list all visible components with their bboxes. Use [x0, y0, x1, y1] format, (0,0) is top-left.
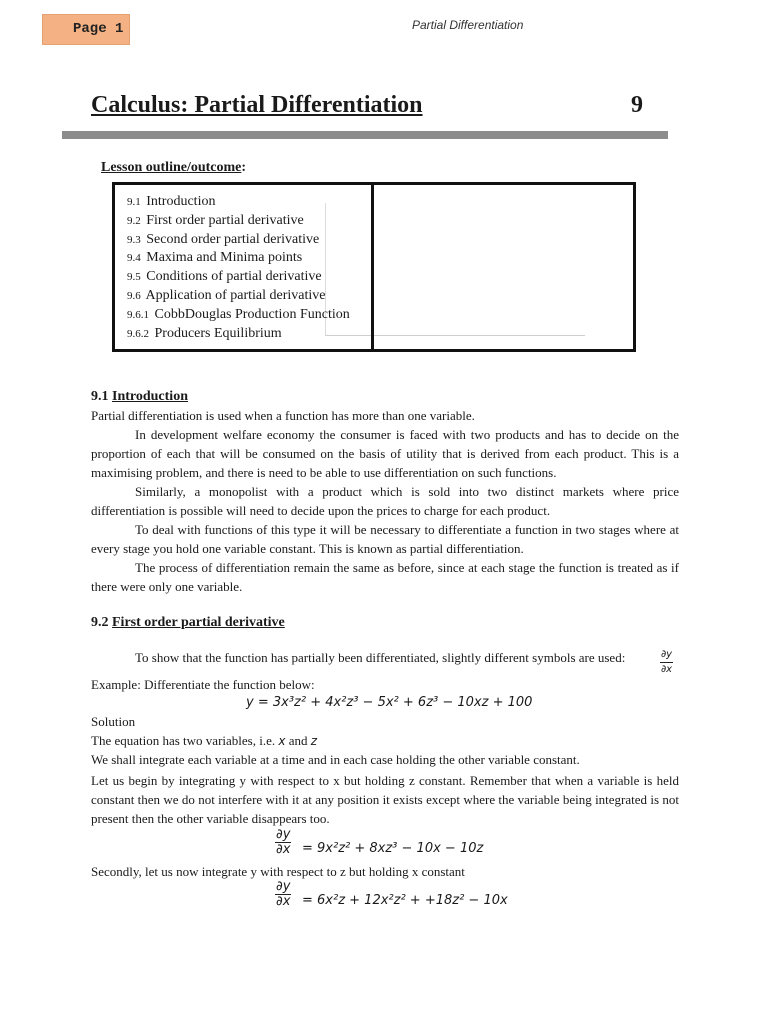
outline-item-number: 9.4 — [127, 252, 141, 265]
outline-column-divider — [371, 185, 374, 349]
var-x: x — [278, 734, 286, 748]
outline-item — [127, 212, 350, 231]
dy-dx-fraction — [275, 828, 291, 857]
outline-item-label: Introduction — [146, 194, 216, 209]
section-heading — [91, 387, 679, 406]
outline-item — [127, 249, 350, 268]
outline-item-number: 9.3 — [127, 233, 141, 246]
title-rule — [62, 131, 668, 139]
var-z: z — [310, 734, 318, 748]
partial-symbol — [660, 648, 673, 677]
partial-symbol-numerator: ∂y — [660, 648, 673, 663]
outline-item-label: Second order partial derivative — [146, 231, 320, 247]
fraction-denominator: ∂x — [276, 894, 291, 909]
outline-item-number: 9.1 — [127, 196, 141, 208]
outline-heading-text: Lesson outline/outcome — [101, 160, 242, 175]
two-variables-line — [91, 733, 317, 749]
paragraph: Let us begin by integrating y with respect to x but holding z constant. Remember that when a variable is held constant then we do not interfere with it at any position it exists except where the variable being integrated is not present then the other variable disappears too. — [91, 773, 679, 826]
chapter-title: Calculus: Partial Differentiation — [91, 92, 423, 118]
two-vars-text: The equation has two variables, i.e. — [91, 733, 276, 748]
outline-item-number: 9.6 — [127, 289, 141, 302]
outline-item-label: Conditions of partial derivative — [146, 269, 322, 285]
outline-item-label: Maxima and Minima points — [146, 250, 303, 266]
outline-faint-rule — [325, 335, 585, 336]
outline-item-number: 9.6.2 — [127, 327, 149, 340]
secondly-line: Secondly, let us now integrate y with respect to z but holding x constant — [91, 864, 465, 879]
paragraph: To deal with functions of this type it will be necessary to differentiate a function in two stages where at every stage you hold one variable constant. This is known as partial differentiation. — [91, 522, 679, 556]
outline-item-number: 9.2 — [127, 214, 141, 227]
outline-item-number: 9.5 — [127, 271, 141, 284]
outline-list — [127, 193, 350, 343]
example-line: Example: Differentiate the function below: — [91, 677, 315, 692]
outline-item — [127, 287, 350, 306]
symbols-sentence — [135, 650, 625, 666]
integrate-each-line: We shall integrate each variable at a time and in each case holding the other variable constant. — [91, 752, 580, 767]
running-header: Partial Differentiation — [412, 18, 524, 32]
fraction-numerator: ∂y — [276, 827, 291, 842]
section-heading — [91, 613, 679, 632]
dy-dz-fraction — [275, 880, 291, 909]
section-title: First order partial derivative — [112, 615, 285, 630]
dy-dx-equation: = 9x²z² + 8xz³ − 10x − 10z — [302, 841, 484, 856]
paragraph: The process of differentiation remain the same as before, since at each stage the function is treated as if there were only one variable. — [91, 560, 679, 594]
solution-label: Solution — [91, 714, 136, 729]
outline-item — [127, 268, 350, 287]
section-number: 9.1 — [91, 389, 109, 404]
fraction-numerator: ∂y — [276, 879, 291, 894]
section-title: Introduction — [112, 389, 188, 404]
outline-item-label: CobbDouglas Production Function — [154, 306, 350, 322]
outline-item-label: First order partial derivative — [146, 212, 304, 228]
page-number-tag: Page 1 — [42, 14, 130, 45]
section-number: 9.2 — [91, 615, 109, 630]
section-introduction — [91, 387, 679, 596]
outline-item — [127, 193, 350, 212]
chapter-number: 9 — [631, 92, 643, 118]
fraction-denominator: ∂x — [276, 842, 291, 857]
paragraph: In development welfare economy the consumer is faced with two products and has to decide on the proportion of each that will be consumed on the basis of utility that is derived from each product. This is a maximising problem, and there is need to be able to use differentiation on such functions. — [91, 427, 679, 480]
outline-item-number: 9.6.1 — [127, 308, 149, 321]
outline-item-label: Application of partial derivative — [145, 287, 326, 303]
function-equation: y = 3x³z² + 4x²z³ − 5x² + 6z³ − 10xz + 100 — [246, 695, 533, 710]
begin-paragraph-block — [91, 771, 679, 828]
dy-dz-equation: = 6x²z + 12x²z² + +18z² − 10x — [302, 893, 508, 908]
two-vars-and: and — [288, 733, 308, 748]
partial-symbol-denominator: ∂x — [661, 664, 673, 675]
outline-item — [127, 306, 350, 325]
outline-item — [127, 231, 350, 250]
outline-heading-colon: : — [241, 160, 247, 175]
outline-heading — [101, 160, 246, 176]
outline-item-label: Producers Equilibrium — [154, 325, 282, 341]
outline-item — [127, 325, 350, 344]
outline-table — [112, 182, 636, 352]
paragraph: Partial differentiation is used when a function has more than one variable. — [91, 408, 475, 423]
symbols-text: To show that the function has partially been differentiated, slightly different symbols are used: — [135, 650, 626, 665]
section-first-order — [91, 613, 679, 632]
paragraph: Similarly, a monopolist with a product which is sold into two distinct markets where price differentiation is possible will need to decide upon the prices to charge for each product. — [91, 484, 679, 518]
